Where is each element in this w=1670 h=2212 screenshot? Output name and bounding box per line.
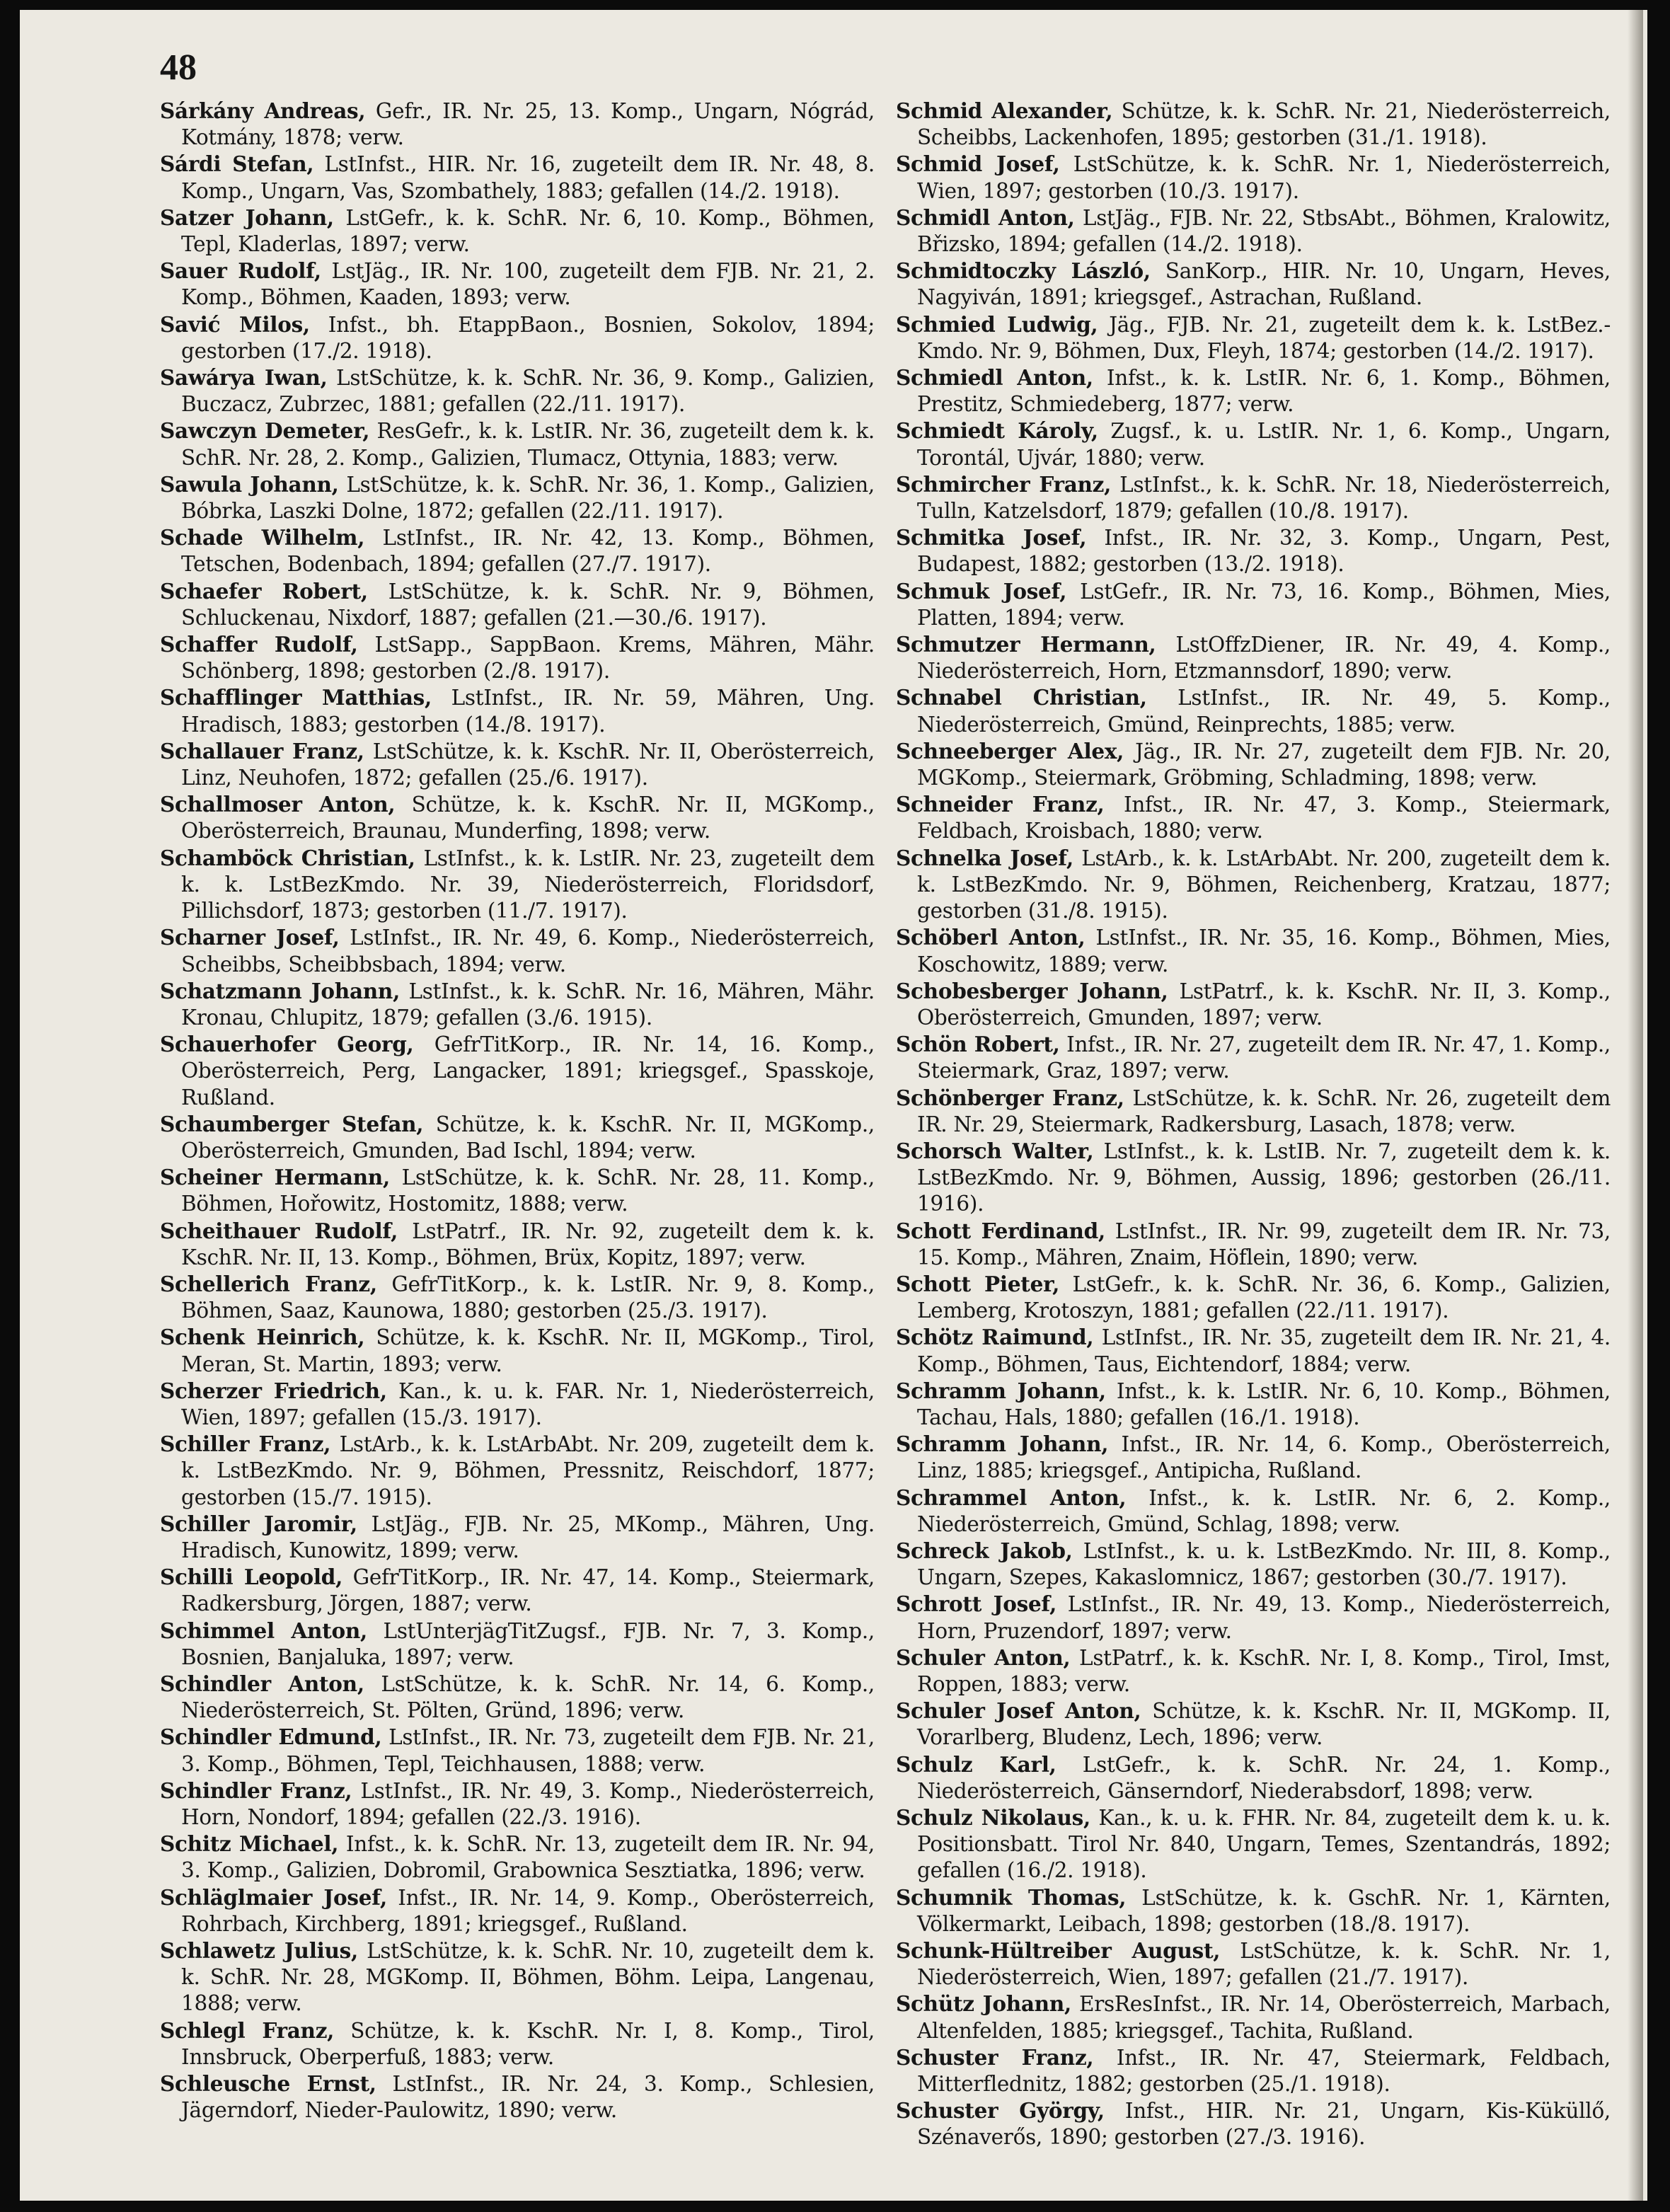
entry-name: Scherzer Friedrich,	[160, 1378, 387, 1403]
entry-details: LstSchütze, k. k. SchR. Nr. 26, zugeteilt dem IR. Nr. 29, Steiermark, Radkersburg, Lasach, 1878; verw.	[917, 1085, 1611, 1136]
entry-details: LstJäg., FJB. Nr. 22, StbsAbt., Böhmen, Kralowitz, Břizsko, 1894; gefallen (14./2. 1918).	[917, 205, 1611, 257]
casualty-entry	[160, 98, 875, 151]
entry-name: Schmid Alexander,	[896, 98, 1113, 123]
entry-name: Schmid Josef,	[896, 151, 1060, 177]
entry-name: Schindler Edmund,	[160, 1724, 382, 1750]
entry-details: LstGefr., IR. Nr. 73, 16. Komp., Böhmen, Mies, Platten, 1894; verw.	[917, 579, 1611, 630]
entry-details: LstInfst., IR. Nr. 42, 13. Komp., Böhmen, Tetschen, Bodenbach, 1894; gefallen (27./7. 1917).	[181, 526, 875, 577]
casualty-entry	[160, 978, 875, 1031]
casualty-entry	[160, 1164, 875, 1217]
entry-details: LstJäg., IR. Nr. 100, zugeteilt dem FJB. Nr. 21, 2. Komp., Böhmen, Kaaden, 1893; verw.	[181, 259, 875, 310]
casualty-entry	[896, 578, 1611, 631]
casualty-entry	[896, 631, 1611, 684]
casualty-entry	[160, 417, 875, 471]
casualty-entry	[160, 311, 875, 364]
entry-details: LstSchütze, k. k. SchR. Nr. 1, Niederösterreich, Wien, 1897; gestorben (10./3. 1917).	[917, 152, 1611, 203]
entry-name: Schötz Raimund,	[896, 1325, 1094, 1350]
entry-name: Sárkány Andreas,	[160, 98, 366, 123]
casualty-entry	[896, 1538, 1611, 1591]
casualty-entry	[160, 1324, 875, 1377]
casualty-entry	[896, 978, 1611, 1031]
entry-name: Schütz Johann,	[896, 1991, 1071, 2017]
entry-details: LstInfst., k. u. k. LstBezKmdo. Nr. III, 8. Komp., Ungarn, Szepes, Kakaslomnicz, 1867; gestorben (30./7. 1917).	[917, 1538, 1611, 1590]
entry-details: LstSchütze, k. k. SchR. Nr. 36, 1. Komp., Galizien, Bóbrka, Laszki Dolne, 1872; gefallen (22./11. 1917).	[181, 472, 875, 524]
casualty-entry	[896, 1804, 1611, 1884]
entry-name: Schramm Johann,	[896, 1432, 1109, 1457]
entry-name: Schmitka Josef,	[896, 525, 1087, 551]
entry-details: LstPatrf., k. k. KschR. Nr. I, 8. Komp., Tirol, Imst, Roppen, 1883; verw.	[917, 1645, 1611, 1696]
page-edge-shadow	[1628, 10, 1643, 2201]
casualty-entry	[896, 1591, 1611, 1644]
entry-name: Schiller Jaromir,	[160, 1511, 357, 1536]
casualty-entry	[160, 1778, 875, 1831]
casualty-entry	[160, 1271, 875, 1324]
entry-details: Kan., k. u. k. FHR. Nr. 84, zugeteilt dem k. u. k. Positionsbatt. Tirol Nr. 840, Ungarn, Temes, Szentandrás, 1892; gefallen (16./2. 1918).	[917, 1806, 1611, 1883]
entry-name: Schellerich Franz,	[160, 1271, 377, 1296]
entry-details: Infst., IR. Nr. 47, 3. Komp., Steiermark, Feldbach, Kroisbach, 1880; verw.	[917, 793, 1611, 843]
entry-name: Schmied Ludwig,	[896, 311, 1098, 337]
entry-details: Schütze, k. k. KschR. Nr. II, MGKomp., Oberösterreich, Gmunden, Bad Ischl, 1894; verw.	[181, 1112, 875, 1163]
entry-name: Schmidtoczky László,	[896, 258, 1151, 284]
casualty-entry	[896, 2044, 1611, 2097]
entry-name: Schmiedt Károly,	[896, 418, 1098, 444]
entry-name: Schallauer Franz,	[160, 738, 364, 764]
casualty-entry	[896, 1884, 1611, 1937]
entry-name: Schulz Karl,	[896, 1751, 1056, 1777]
casualty-entry	[160, 1671, 875, 1724]
entry-name: Schrott Josef,	[896, 1591, 1057, 1617]
entry-name: Sawczyn Demeter,	[160, 418, 370, 444]
casualty-entry	[896, 1031, 1611, 1084]
casualty-entry	[896, 684, 1611, 737]
entry-details: Infst., HIR. Nr. 21, Ungarn, Kis-Küküllő, Szénaverős, 1890; gestorben (27./3. 1916).	[917, 2099, 1611, 2150]
entry-details: LstInfst., IR. Nr. 49, 5. Komp., Niederösterreich, Gmünd, Reinprechts, 1885; verw.	[917, 686, 1611, 737]
entry-details: Jäg., FJB. Nr. 21, zugeteilt dem k. k. LstBez.-Kmdo. Nr. 9, Böhmen, Dux, Fleyh, 1874; gestorben (14./2. 1917).	[917, 312, 1611, 363]
entry-name: Schitz Michael,	[160, 1831, 339, 1857]
casualty-entry	[896, 1698, 1611, 1751]
casualty-entry	[160, 2070, 875, 2124]
casualty-entry	[160, 684, 875, 737]
entry-details: GefrTitKorp., IR. Nr. 14, 16. Komp., Oberösterreich, Perg, Langacker, 1891; kriegsgef., Spasskoje, Rußland.	[181, 1032, 875, 1110]
entry-details: LstArb., k. k. LstArbAbt. Nr. 200, zugeteilt dem k. k. LstBezKmdo. Nr. 9, Böhmen, Reichenberg, Kratzau, 1877; gestorben (31./8. 1915).	[917, 846, 1611, 923]
casualty-entry	[160, 1111, 875, 1164]
entry-details: LstUnterjägTitZugsf., FJB. Nr. 7, 3. Komp., Bosnien, Banjaluka, 1897; verw.	[181, 1618, 875, 1669]
entry-name: Schott Ferdinand,	[896, 1218, 1105, 1243]
entry-details: LstInfst., IR. Nr. 49, 3. Komp., Niederösterreich, Horn, Nondorf, 1894; gefallen (22./3. 1916).	[181, 1778, 875, 1829]
entry-name: Schilli Leopold,	[160, 1565, 343, 1590]
entry-name: Schulz Nikolaus,	[896, 1805, 1090, 1830]
entry-details: LstInfst., IR. Nr. 35, zugeteilt dem IR. Nr. 21, 4. Komp., Böhmen, Taus, Eichtendorf, 1884; verw.	[917, 1325, 1611, 1376]
entry-details: ResGefr., k. k. LstIR. Nr. 36, zugeteilt dem k. k. SchR. Nr. 28, 2. Komp., Galizien, Tlumacz, Ottynia, 1883; verw.	[181, 419, 875, 470]
casualty-entry	[160, 845, 875, 925]
casualty-entry	[896, 2097, 1611, 2150]
entry-details: GefrTitKorp., k. k. LstIR. Nr. 9, 8. Komp., Böhmen, Saaz, Kaunowa, 1880; gestorben (25./3. 1917).	[181, 1272, 875, 1323]
casualty-entry	[896, 98, 1611, 151]
casualty-entry	[160, 205, 875, 258]
entry-details: Infst., IR. Nr. 14, 9. Komp., Oberösterreich, Rohrbach, Kirchberg, 1891; kriegsgef., Rußland.	[181, 1885, 875, 1936]
entry-details: LstSchütze, k. k. SchR. Nr. 14, 6. Komp., Niederösterreich, St. Pölten, Gründ, 1896; verw.	[181, 1671, 875, 1723]
casualty-entry	[896, 1138, 1611, 1218]
casualty-entry	[160, 1431, 875, 1511]
entry-name: Schiller Franz,	[160, 1432, 331, 1457]
casualty-entry	[896, 471, 1611, 524]
entry-name: Schorsch Walter,	[896, 1138, 1094, 1163]
entry-name: Satzer Johann,	[160, 205, 334, 230]
entry-name: Schallmoser Anton,	[160, 792, 396, 817]
entry-details: LstJäg., FJB. Nr. 25, MKomp., Mähren, Ung. Hradisch, Kunowitz, 1899; verw.	[181, 1511, 875, 1562]
entry-details: LstArb., k. k. LstArbAbt. Nr. 209, zugeteilt dem k. k. LstBezKmdo. Nr. 9, Böhmen, Pressnitz, Reischdorf, 1877; gestorben (15./7. 1915).	[181, 1432, 875, 1509]
casualty-entry	[160, 151, 875, 204]
entry-name: Schmuk Josef,	[896, 578, 1067, 604]
entry-details: LstSapp., SappBaon. Krems, Mähren, Mähr. Schönberg, 1898; gestorben (2./8. 1917).	[181, 633, 875, 684]
entry-details: Jäg., IR. Nr. 27, zugeteilt dem FJB. Nr. 20, MGKomp., Steiermark, Gröbming, Schladming, 1898; verw.	[917, 739, 1611, 790]
casualty-entry	[160, 1378, 875, 1431]
casualty-entry	[160, 1724, 875, 1777]
entry-details: LstSchütze, k. k. KschR. Nr. II, Oberösterreich, Linz, Neuhofen, 1872; gefallen (25./6. 1917).	[181, 739, 875, 790]
entry-details: LstSchütze, k. k. SchR. Nr. 10, zugeteilt dem k. k. SchR. Nr. 28, MGKomp. II, Böhmen, Böhm. Leipa, Langenau, 1888; verw.	[181, 1939, 875, 2016]
entry-name: Schöberl Anton,	[896, 925, 1086, 950]
entry-details: LstPatrf., k. k. KschR. Nr. II, 3. Komp., Oberösterreich, Gmunden, 1897; verw.	[917, 979, 1611, 1030]
casualty-entry	[896, 924, 1611, 977]
casualty-entry	[896, 791, 1611, 844]
entry-name: Schläglmaier Josef,	[160, 1884, 387, 1910]
entry-details: Kan., k. u. k. FAR. Nr. 1, Niederösterreich, Wien, 1897; gefallen (15./3. 1917).	[181, 1378, 875, 1429]
entry-details: LstInfst., HIR. Nr. 16, zugeteilt dem IR. Nr. 48, 8. Komp., Ungarn, Vas, Szombathely, 1883; gefallen (14./2. 1918).	[181, 152, 875, 203]
entry-name: Schneeberger Alex,	[896, 738, 1124, 764]
casualty-entry	[160, 1218, 875, 1271]
entry-details: LstPatrf., IR. Nr. 92, zugeteilt dem k. k. KschR. Nr. II, 13. Komp., Böhmen, Brüx, Kopitz, 1897; verw.	[181, 1219, 875, 1269]
casualty-entry	[896, 1324, 1611, 1377]
casualty-entry	[896, 738, 1611, 791]
entry-name: Schimmel Anton,	[160, 1618, 367, 1643]
entry-details: LstOffzDiener, IR. Nr. 49, 4. Komp., Niederösterreich, Horn, Etzmannsdorf, 1890; verw.	[917, 633, 1611, 684]
entry-details: Schütze, k. k. KschR. Nr. I, 8. Komp., Tirol, Innsbruck, Oberperfuß, 1883; verw.	[181, 2018, 875, 2069]
document-page	[20, 10, 1647, 2201]
entry-name: Schaumberger Stefan,	[160, 1111, 424, 1136]
entry-name: Schaefer Robert,	[160, 578, 368, 604]
casualty-entry	[160, 924, 875, 977]
entry-name: Schott Pieter,	[896, 1271, 1060, 1296]
entry-details: LstGefr., k. k. SchR. Nr. 24, 1. Komp., Niederösterreich, Gänserndorf, Niederabsdorf, 1898; verw.	[917, 1752, 1611, 1803]
casualty-entry	[160, 1618, 875, 1671]
page-number: 48	[160, 47, 197, 88]
casualty-entry	[160, 471, 875, 524]
entry-name: Schrammel Anton,	[896, 1485, 1127, 1510]
entry-details: Zugsf., k. u. LstIR. Nr. 1, 6. Komp., Ungarn, Torontál, Ujvár, 1880; verw.	[917, 419, 1611, 470]
entry-name: Schumnik Thomas,	[896, 1884, 1127, 1910]
casualty-entry	[896, 151, 1611, 204]
entry-name: Schmircher Franz,	[896, 471, 1112, 497]
entry-name: Savić Milos,	[160, 311, 310, 337]
entry-details: LstSchütze, k. k. GschR. Nr. 1, Kärnten, Völkermarkt, Leibach, 1898; gestorben (18./8. 1917).	[917, 1885, 1611, 1936]
entry-name: Schön Robert,	[896, 1032, 1060, 1057]
entry-details: LstSchütze, k. k. SchR. Nr. 28, 11. Komp., Böhmen, Hořowitz, Hostomitz, 1888; verw.	[181, 1165, 875, 1216]
casualty-entry	[896, 524, 1611, 577]
entry-name: Scharner Josef,	[160, 925, 340, 950]
entry-details: Schütze, k. k. KschR. Nr. II, MGKomp., Tirol, Meran, St. Martin, 1893; verw.	[181, 1325, 875, 1376]
casualty-entry	[896, 1271, 1611, 1324]
entry-details: Schütze, k. k. KschR. Nr. II, MGKomp. II, Vorarlberg, Bludenz, Lech, 1896; verw.	[917, 1699, 1611, 1750]
casualty-entry	[896, 1431, 1611, 1484]
entry-details: LstInfst., IR. Nr. 59, Mähren, Ung. Hradisch, 1883; gestorben (14./8. 1917).	[181, 686, 875, 737]
entry-name: Schnabel Christian,	[896, 685, 1147, 710]
entry-details: LstInfst., IR. Nr. 99, zugeteilt dem IR. Nr. 73, 15. Komp., Mähren, Znaim, Höflein, 1890; verw.	[917, 1219, 1611, 1269]
entry-details: LstInfst., k. k. LstIB. Nr. 7, zugeteilt dem k. k. LstBezKmdo. Nr. 9, Böhmen, Aussig, 1896; gestorben (26./11. 1916).	[917, 1139, 1611, 1216]
entry-details: LstSchütze, k. k. SchR. Nr. 36, 9. Komp., Galizien, Buczacz, Zubrzec, 1881; gefallen (22./11. 1917).	[181, 366, 875, 417]
entry-name: Schmidl Anton,	[896, 205, 1075, 230]
entry-name: Schindler Franz,	[160, 1778, 352, 1803]
casualty-entry	[160, 631, 875, 684]
entry-name: Sauer Rudolf,	[160, 258, 321, 284]
casualty-entry	[160, 524, 875, 577]
entry-name: Sawula Johann,	[160, 471, 339, 497]
casualty-entry	[160, 2017, 875, 2070]
casualty-entry	[160, 578, 875, 631]
entry-details: Infst., IR. Nr. 32, 3. Komp., Ungarn, Pest, Budapest, 1882; gestorben (13./2. 1918).	[917, 526, 1611, 577]
entry-details: Schütze, k. k. KschR. Nr. II, MGKomp., Oberösterreich, Braunau, Munderfing, 1898; verw.	[181, 793, 875, 843]
entry-name: Schamböck Christian,	[160, 845, 415, 870]
casualty-entry	[896, 258, 1611, 311]
entry-details: ErsResInfst., IR. Nr. 14, Oberösterreich, Marbach, Altenfelden, 1885; kriegsgef., Tachita, Rußland.	[917, 1992, 1611, 2043]
casualty-entry	[896, 1485, 1611, 1538]
entry-name: Schenk Heinrich,	[160, 1325, 365, 1350]
entry-name: Schuster György,	[896, 2098, 1105, 2124]
entry-details: LstInfst., k. k. SchR. Nr. 18, Niederösterreich, Tulln, Katzelsdorf, 1879; gefallen (10./8. 1917).	[917, 472, 1611, 524]
casualty-entry	[160, 1831, 875, 1884]
entry-name: Schaffer Rudolf,	[160, 632, 358, 657]
casualty-entry	[160, 1564, 875, 1617]
casualty-entry	[160, 1511, 875, 1564]
casualty-entry	[896, 311, 1611, 364]
entry-name: Scheithauer Rudolf,	[160, 1218, 398, 1243]
entry-name: Schuster Franz,	[896, 2044, 1094, 2070]
entry-name: Schauerhofer Georg,	[160, 1032, 414, 1057]
right-column	[896, 98, 1611, 2151]
entry-details: Infst., k. k. SchR. Nr. 13, zugeteilt dem IR. Nr. 94, 3. Komp., Galizien, Dobromil, Grabownica Sesztiatka, 1896; verw.	[181, 1832, 875, 1883]
casualty-entry	[896, 364, 1611, 417]
entry-name: Sárdi Stefan,	[160, 151, 314, 177]
entry-name: Schobesberger Johann,	[896, 978, 1168, 1003]
entry-name: Schafflinger Matthias,	[160, 685, 432, 710]
entry-name: Schreck Jakob,	[896, 1538, 1073, 1563]
entry-name: Schuler Anton,	[896, 1644, 1071, 1670]
entry-details: LstGefr., k. k. SchR. Nr. 6, 10. Komp., Böhmen, Tepl, Kladerlas, 1897; verw.	[181, 205, 875, 257]
entry-details: SanKorp., HIR. Nr. 10, Ungarn, Heves, Nagyiván, 1891; kriegsgef., Astrachan, Rußland.	[917, 259, 1611, 310]
entry-details: LstSchütze, k. k. SchR. Nr. 1, Niederösterreich, Wien, 1897; gefallen (21./7. 1917).	[917, 1939, 1611, 1990]
entry-name: Schade Wilhelm,	[160, 525, 365, 551]
entry-name: Scheiner Hermann,	[160, 1165, 390, 1190]
casualty-entry	[896, 1751, 1611, 1804]
entry-details: LstInfst., IR. Nr. 49, 13. Komp., Niederösterreich, Horn, Pruzendorf, 1897; verw.	[917, 1592, 1611, 1643]
entry-name: Schleusche Ernst,	[160, 2071, 376, 2097]
entry-name: Schönberger Franz,	[896, 1085, 1124, 1110]
entry-name: Schuler Josef Anton,	[896, 1698, 1141, 1724]
entry-details: Schütze, k. k. SchR. Nr. 21, Niederösterreich, Scheibbs, Lackenhofen, 1895; gestorben (31./1. 1918).	[917, 99, 1611, 150]
entry-name: Schlegl Franz,	[160, 2017, 335, 2043]
entry-details: Infst., k. k. LstIR. Nr. 6, 10. Komp., Böhmen, Tachau, Hals, 1880; gefallen (16./1. 1918).	[917, 1378, 1611, 1429]
entry-details: Gefr., IR. Nr. 25, 13. Komp., Ungarn, Nógrád, Kotmány, 1878; verw.	[181, 99, 875, 150]
entry-details: LstInfst., k. k. LstIR. Nr. 23, zugeteilt dem k. k. LstBezKmdo. Nr. 39, Niederösterreich, Floridsdorf, Pillichsdorf, 1873; gestorben (11./7. 1917).	[181, 846, 875, 923]
entry-name: Schneider Franz,	[896, 792, 1105, 817]
casualty-entry	[896, 1378, 1611, 1431]
entry-name: Schatzmann Johann,	[160, 978, 401, 1003]
entry-details: Infst., IR. Nr. 14, 6. Komp., Oberösterreich, Linz, 1885; kriegsgef., Antipicha, Rußland.	[917, 1432, 1611, 1483]
left-column	[160, 98, 875, 2124]
entry-details: Infst., k. k. LstIR. Nr. 6, 2. Komp., Niederösterreich, Gmünd, Schlag, 1898; verw.	[917, 1485, 1611, 1536]
entry-details: Infst., bh. EtappBaon., Bosnien, Sokolov, 1894; gestorben (17./2. 1918).	[181, 312, 875, 363]
entry-details: Infst., k. k. LstIR. Nr. 6, 1. Komp., Böhmen, Prestitz, Schmiedeberg, 1877; verw.	[917, 366, 1611, 417]
entry-name: Schindler Anton,	[160, 1671, 364, 1696]
entry-details: Infst., IR. Nr. 47, Steiermark, Feldbach, Mitterflednitz, 1882; gestorben (25./1. 1918).	[917, 2045, 1611, 2097]
entry-name: Schunk-Hültreiber August,	[896, 1938, 1221, 1964]
casualty-entry	[896, 1991, 1611, 2044]
entry-details: GefrTitKorp., IR. Nr. 47, 14. Komp., Steiermark, Radkersburg, Jörgen, 1887; verw.	[181, 1565, 875, 1616]
casualty-entry	[896, 417, 1611, 471]
casualty-entry	[160, 1884, 875, 1937]
entry-name: Schnelka Josef,	[896, 845, 1073, 870]
entry-details: LstInfst., IR. Nr. 73, zugeteilt dem FJB. Nr. 21, 3. Komp., Böhmen, Tepl, Teichhausen, 1888; verw.	[181, 1725, 875, 1776]
entry-details: LstGefr., k. k. SchR. Nr. 36, 6. Komp., Galizien, Lemberg, Krotoszyn, 1881; gefallen (22./11. 1917).	[917, 1272, 1611, 1323]
entry-name: Sawárya Iwan,	[160, 365, 328, 391]
casualty-entry	[896, 205, 1611, 258]
casualty-entry	[160, 738, 875, 791]
casualty-entry	[896, 1644, 1611, 1698]
casualty-entry	[896, 1937, 1611, 1991]
entry-details: LstSchütze, k. k. SchR. Nr. 9, Böhmen, Schluckenau, Nixdorf, 1887; gefallen (21.—30./6. 1917).	[181, 579, 875, 630]
casualty-entry	[896, 845, 1611, 925]
casualty-entry	[160, 258, 875, 311]
entry-name: Schlawetz Julius,	[160, 1938, 358, 1964]
entry-name: Schramm Johann,	[896, 1378, 1106, 1403]
entry-name: Schmiedl Anton,	[896, 365, 1093, 391]
casualty-entry	[160, 1031, 875, 1111]
entry-details: LstInfst., IR. Nr. 35, 16. Komp., Böhmen, Mies, Koschowitz, 1889; verw.	[917, 926, 1611, 977]
casualty-entry	[160, 1937, 875, 2017]
entry-details: Infst., IR. Nr. 27, zugeteilt dem IR. Nr. 47, 1. Komp., Steiermark, Graz, 1897; verw.	[917, 1032, 1611, 1083]
entry-details: LstInfst., k. k. SchR. Nr. 16, Mähren, Mähr. Kronau, Chlupitz, 1879; gefallen (3./6. 1915).	[181, 979, 875, 1030]
entry-details: LstInfst., IR. Nr. 24, 3. Komp., Schlesien, Jägerndorf, Nieder-Paulowitz, 1890; verw.	[181, 2072, 875, 2123]
casualty-entry	[896, 1085, 1611, 1138]
entry-name: Schmutzer Hermann,	[896, 632, 1156, 657]
casualty-entry	[160, 791, 875, 844]
casualty-entry	[160, 364, 875, 417]
entry-details: LstInfst., IR. Nr. 49, 6. Komp., Niederösterreich, Scheibbs, Scheibbsbach, 1894; verw.	[181, 926, 875, 977]
casualty-entry	[896, 1218, 1611, 1271]
